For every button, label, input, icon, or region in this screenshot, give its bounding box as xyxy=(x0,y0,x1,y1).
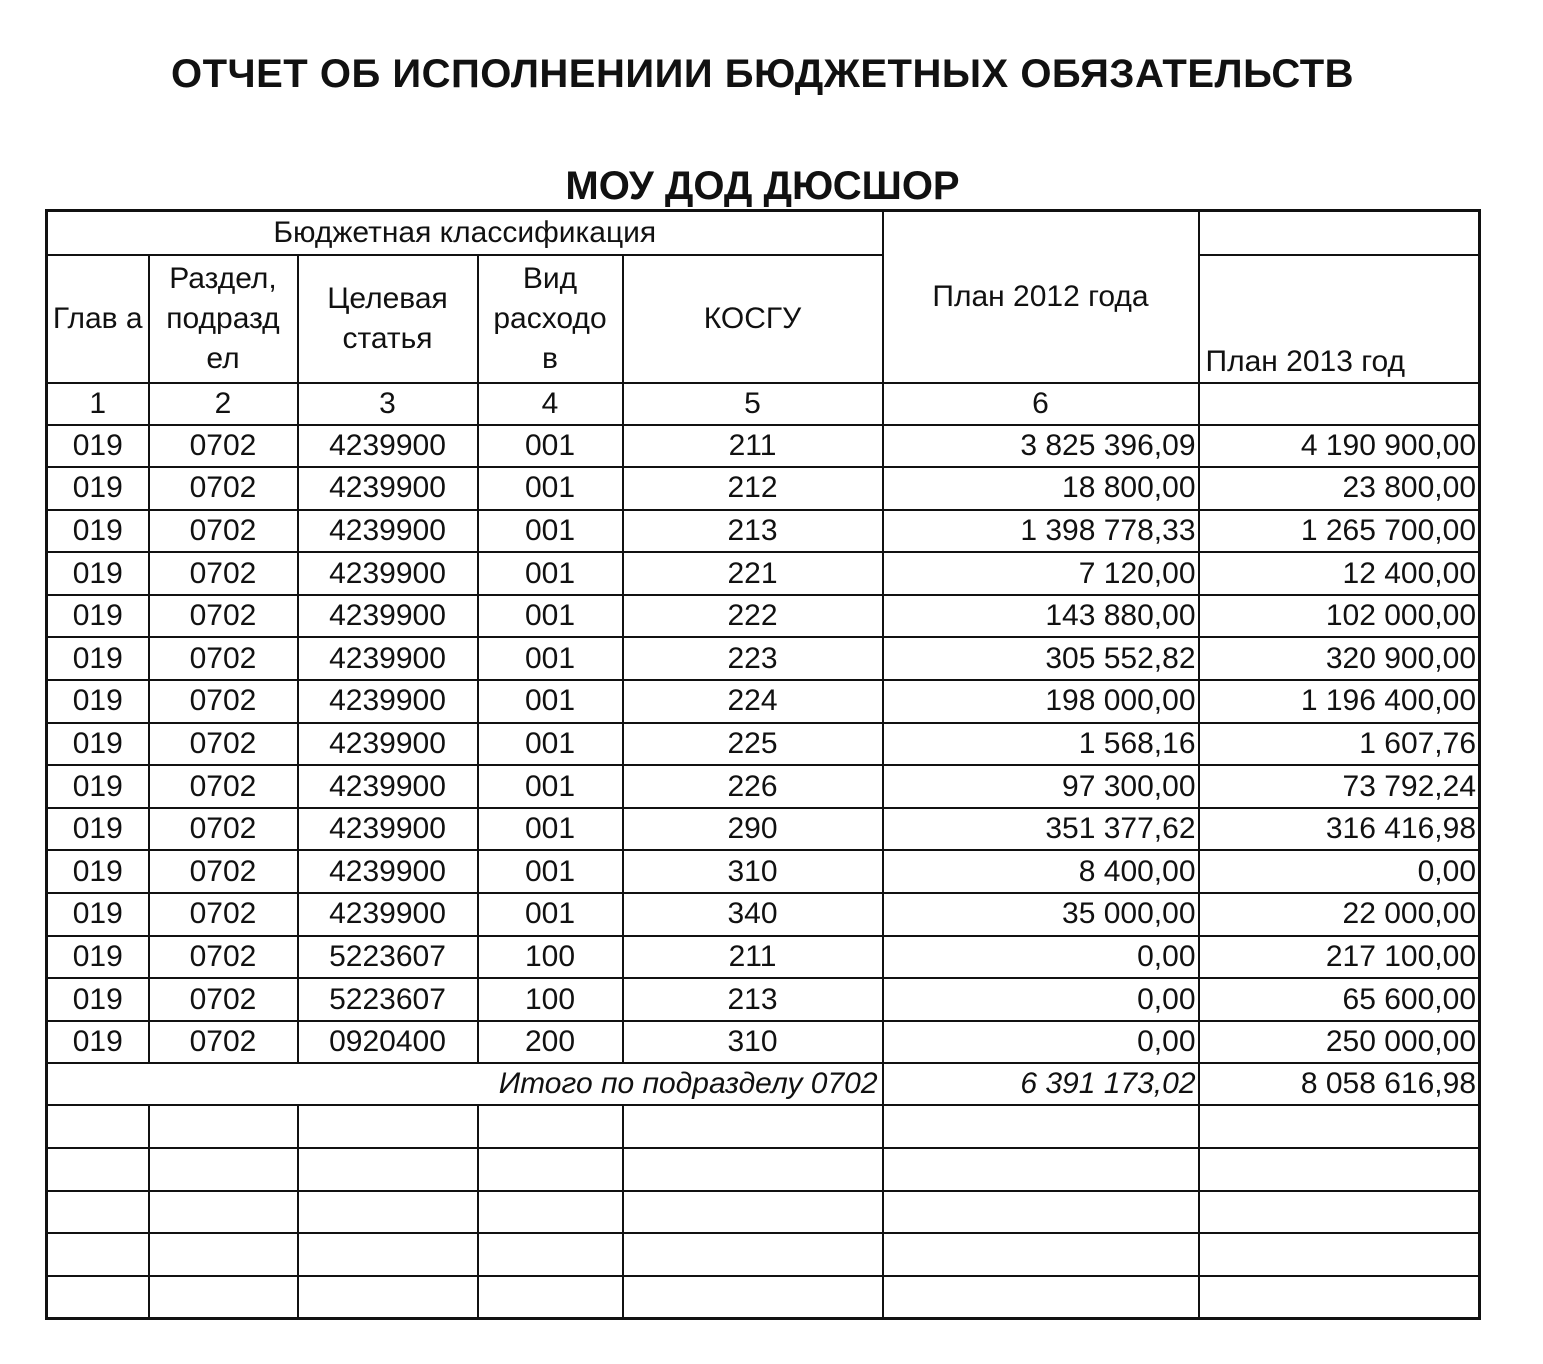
plan-2013-header: План 2013 год xyxy=(1199,255,1480,383)
table-row xyxy=(47,765,1480,808)
kosgu-header: КОСГУ xyxy=(623,255,883,383)
empty-cell xyxy=(623,1276,883,1319)
column-number: 6 xyxy=(883,383,1199,425)
empty-cell xyxy=(149,1276,298,1319)
cell-plan2012: 18 800,00 xyxy=(883,467,1199,510)
cell-plan2012: 351 377,62 xyxy=(883,808,1199,851)
cell-plan2013: 12 400,00 xyxy=(1199,552,1480,595)
cell-plan2013: 250 000,00 xyxy=(1199,1021,1480,1064)
cell-glava: 019 xyxy=(47,637,149,680)
plan-2013-header-top xyxy=(1199,211,1480,255)
cell-razdel: 0702 xyxy=(149,850,298,893)
cell-plan2013: 4 190 900,00 xyxy=(1199,425,1480,468)
cell-glava: 019 xyxy=(47,552,149,595)
cell-glava: 019 xyxy=(47,936,149,979)
empty-cell xyxy=(1199,1233,1480,1276)
cell-kosgu: 221 xyxy=(623,552,883,595)
cell-razdel: 0702 xyxy=(149,936,298,979)
cell-plan2012: 0,00 xyxy=(883,1021,1199,1064)
razdel-header: Раздел, подразд ел xyxy=(149,255,298,383)
column-number: 5 xyxy=(623,383,883,425)
budget-classification-header: Бюджетная классификация xyxy=(47,211,883,255)
table-row xyxy=(47,680,1480,723)
cell-vid: 100 xyxy=(478,936,623,979)
cell-razdel: 0702 xyxy=(149,765,298,808)
cell-kosgu: 310 xyxy=(623,850,883,893)
cell-tselevaya: 5223607 xyxy=(298,936,478,979)
cell-vid: 001 xyxy=(478,425,623,468)
column-number: 3 xyxy=(298,383,478,425)
cell-tselevaya: 4239900 xyxy=(298,680,478,723)
cell-razdel: 0702 xyxy=(149,808,298,851)
cell-vid: 001 xyxy=(478,850,623,893)
cell-plan2013: 22 000,00 xyxy=(1199,893,1480,936)
empty-cell xyxy=(298,1233,478,1276)
cell-razdel: 0702 xyxy=(149,637,298,680)
cell-plan2013: 1 196 400,00 xyxy=(1199,680,1480,723)
cell-vid: 001 xyxy=(478,723,623,766)
cell-tselevaya: 4239900 xyxy=(298,723,478,766)
cell-kosgu: 211 xyxy=(623,936,883,979)
header-group-row xyxy=(47,211,1480,255)
table-row xyxy=(47,595,1480,638)
table-row xyxy=(47,425,1480,468)
cell-razdel: 0702 xyxy=(149,595,298,638)
cell-tselevaya: 4239900 xyxy=(298,510,478,553)
cell-kosgu: 212 xyxy=(623,467,883,510)
cell-plan2013: 23 800,00 xyxy=(1199,467,1480,510)
column-number: 2 xyxy=(149,383,298,425)
empty-cell xyxy=(149,1233,298,1276)
cell-plan2012: 97 300,00 xyxy=(883,765,1199,808)
empty-cell xyxy=(478,1191,623,1234)
empty-cell xyxy=(623,1105,883,1148)
cell-razdel: 0702 xyxy=(149,425,298,468)
column-number xyxy=(1199,383,1480,425)
empty-row xyxy=(47,1148,1480,1191)
empty-cell xyxy=(623,1233,883,1276)
cell-plan2012: 7 120,00 xyxy=(883,552,1199,595)
cell-razdel: 0702 xyxy=(149,552,298,595)
table-row xyxy=(47,808,1480,851)
cell-tselevaya: 4239900 xyxy=(298,765,478,808)
cell-plan2012: 305 552,82 xyxy=(883,637,1199,680)
table-row xyxy=(47,936,1480,979)
cell-tselevaya: 4239900 xyxy=(298,595,478,638)
table-row xyxy=(47,467,1480,510)
empty-cell xyxy=(883,1233,1199,1276)
column-number-row xyxy=(47,383,1480,425)
cell-glava: 019 xyxy=(47,808,149,851)
cell-vid: 001 xyxy=(478,510,623,553)
cell-plan2013: 320 900,00 xyxy=(1199,637,1480,680)
organization-name: МОУ ДОД ДЮСШОР xyxy=(565,164,960,208)
cell-plan2012: 198 000,00 xyxy=(883,680,1199,723)
cell-plan2012: 0,00 xyxy=(883,978,1199,1021)
cell-kosgu: 225 xyxy=(623,723,883,766)
cell-vid: 001 xyxy=(478,765,623,808)
cell-glava: 019 xyxy=(47,595,149,638)
tselevaya-header: Целевая статья xyxy=(298,255,478,383)
table-row xyxy=(47,1021,1480,1064)
empty-row xyxy=(47,1191,1480,1234)
cell-tselevaya: 4239900 xyxy=(298,467,478,510)
empty-row xyxy=(47,1233,1480,1276)
cell-razdel: 0702 xyxy=(149,723,298,766)
cell-plan2013: 1 265 700,00 xyxy=(1199,510,1480,553)
cell-tselevaya: 4239900 xyxy=(298,808,478,851)
total-row xyxy=(47,1063,1480,1105)
cell-kosgu: 213 xyxy=(623,510,883,553)
empty-cell xyxy=(149,1191,298,1234)
table-row xyxy=(47,893,1480,936)
cell-razdel: 0702 xyxy=(149,467,298,510)
empty-cell xyxy=(478,1105,623,1148)
cell-plan2013: 316 416,98 xyxy=(1199,808,1480,851)
cell-glava: 019 xyxy=(47,723,149,766)
cell-plan2013: 65 600,00 xyxy=(1199,978,1480,1021)
empty-cell xyxy=(47,1233,149,1276)
cell-vid: 001 xyxy=(478,680,623,723)
cell-vid: 001 xyxy=(478,808,623,851)
total-plan-2013: 8 058 616,98 xyxy=(1199,1063,1480,1105)
cell-razdel: 0702 xyxy=(149,510,298,553)
cell-kosgu: 211 xyxy=(623,425,883,468)
cell-glava: 019 xyxy=(47,850,149,893)
empty-cell xyxy=(1199,1191,1480,1234)
cell-plan2012: 1 398 778,33 xyxy=(883,510,1199,553)
cell-plan2013: 217 100,00 xyxy=(1199,936,1480,979)
cell-plan2013: 73 792,24 xyxy=(1199,765,1480,808)
empty-cell xyxy=(478,1233,623,1276)
cell-kosgu: 222 xyxy=(623,595,883,638)
cell-plan2012: 143 880,00 xyxy=(883,595,1199,638)
cell-glava: 019 xyxy=(47,893,149,936)
empty-cell xyxy=(883,1105,1199,1148)
cell-razdel: 0702 xyxy=(149,978,298,1021)
empty-cell xyxy=(47,1105,149,1148)
empty-cell xyxy=(883,1276,1199,1319)
cell-tselevaya: 4239900 xyxy=(298,425,478,468)
cell-plan2012: 3 825 396,09 xyxy=(883,425,1199,468)
empty-cell xyxy=(623,1148,883,1191)
total-label: Итого по подразделу 0702 xyxy=(47,1063,883,1105)
cell-kosgu: 340 xyxy=(623,893,883,936)
glava-header: Глав а xyxy=(47,255,149,383)
empty-cell xyxy=(883,1148,1199,1191)
empty-cell xyxy=(1199,1105,1480,1148)
cell-vid: 100 xyxy=(478,978,623,1021)
empty-cell xyxy=(47,1148,149,1191)
empty-cell xyxy=(1199,1148,1480,1191)
cell-plan2012: 1 568,16 xyxy=(883,723,1199,766)
cell-tselevaya: 4239900 xyxy=(298,552,478,595)
empty-cell xyxy=(478,1276,623,1319)
vid-header: Вид расходо в xyxy=(478,255,623,383)
empty-cell xyxy=(298,1148,478,1191)
empty-cell xyxy=(298,1105,478,1148)
cell-razdel: 0702 xyxy=(149,893,298,936)
table-row xyxy=(47,552,1480,595)
cell-vid: 001 xyxy=(478,893,623,936)
cell-tselevaya: 5223607 xyxy=(298,978,478,1021)
cell-kosgu: 224 xyxy=(623,680,883,723)
cell-kosgu: 223 xyxy=(623,637,883,680)
cell-glava: 019 xyxy=(47,467,149,510)
table-row xyxy=(47,978,1480,1021)
report-title: ОТЧЕТ ОБ ИСПОЛНЕНИИИ БЮДЖЕТНЫХ ОБЯЗАТЕЛЬСТВ xyxy=(170,52,1355,96)
cell-tselevaya: 4239900 xyxy=(298,637,478,680)
empty-cell xyxy=(149,1148,298,1191)
cell-plan2013: 0,00 xyxy=(1199,850,1480,893)
cell-vid: 001 xyxy=(478,552,623,595)
empty-cell xyxy=(47,1191,149,1234)
cell-kosgu: 290 xyxy=(623,808,883,851)
empty-row xyxy=(47,1276,1480,1319)
total-plan-2012: 6 391 173,02 xyxy=(883,1063,1199,1105)
table-row xyxy=(47,510,1480,553)
cell-kosgu: 226 xyxy=(623,765,883,808)
cell-razdel: 0702 xyxy=(149,680,298,723)
cell-razdel: 0702 xyxy=(149,1021,298,1064)
empty-cell xyxy=(478,1148,623,1191)
empty-cell xyxy=(883,1191,1199,1234)
cell-glava: 019 xyxy=(47,510,149,553)
cell-kosgu: 310 xyxy=(623,1021,883,1064)
cell-tselevaya: 4239900 xyxy=(298,893,478,936)
cell-glava: 019 xyxy=(47,425,149,468)
cell-glava: 019 xyxy=(47,680,149,723)
empty-cell xyxy=(1199,1276,1480,1319)
cell-vid: 001 xyxy=(478,637,623,680)
cell-vid: 001 xyxy=(478,467,623,510)
empty-cell xyxy=(47,1276,149,1319)
cell-plan2012: 0,00 xyxy=(883,936,1199,979)
cell-plan2013: 1 607,76 xyxy=(1199,723,1480,766)
cell-vid: 001 xyxy=(478,595,623,638)
cell-tselevaya: 4239900 xyxy=(298,850,478,893)
column-number: 4 xyxy=(478,383,623,425)
empty-cell xyxy=(298,1276,478,1319)
cell-plan2012: 8 400,00 xyxy=(883,850,1199,893)
cell-vid: 200 xyxy=(478,1021,623,1064)
cell-tselevaya: 0920400 xyxy=(298,1021,478,1064)
plan-2012-header: План 2012 года xyxy=(883,211,1199,383)
empty-cell xyxy=(298,1191,478,1234)
table-row xyxy=(47,723,1480,766)
cell-glava: 019 xyxy=(47,765,149,808)
table-row xyxy=(47,850,1480,893)
header-row xyxy=(47,255,1480,383)
cell-plan2013: 102 000,00 xyxy=(1199,595,1480,638)
empty-cell xyxy=(149,1105,298,1148)
cell-plan2012: 35 000,00 xyxy=(883,893,1199,936)
cell-glava: 019 xyxy=(47,978,149,1021)
cell-glava: 019 xyxy=(47,1021,149,1064)
table-row xyxy=(47,637,1480,680)
empty-cell xyxy=(623,1191,883,1234)
budget-table xyxy=(45,209,1481,1320)
cell-kosgu: 213 xyxy=(623,978,883,1021)
empty-row xyxy=(47,1105,1480,1148)
column-number: 1 xyxy=(47,383,149,425)
